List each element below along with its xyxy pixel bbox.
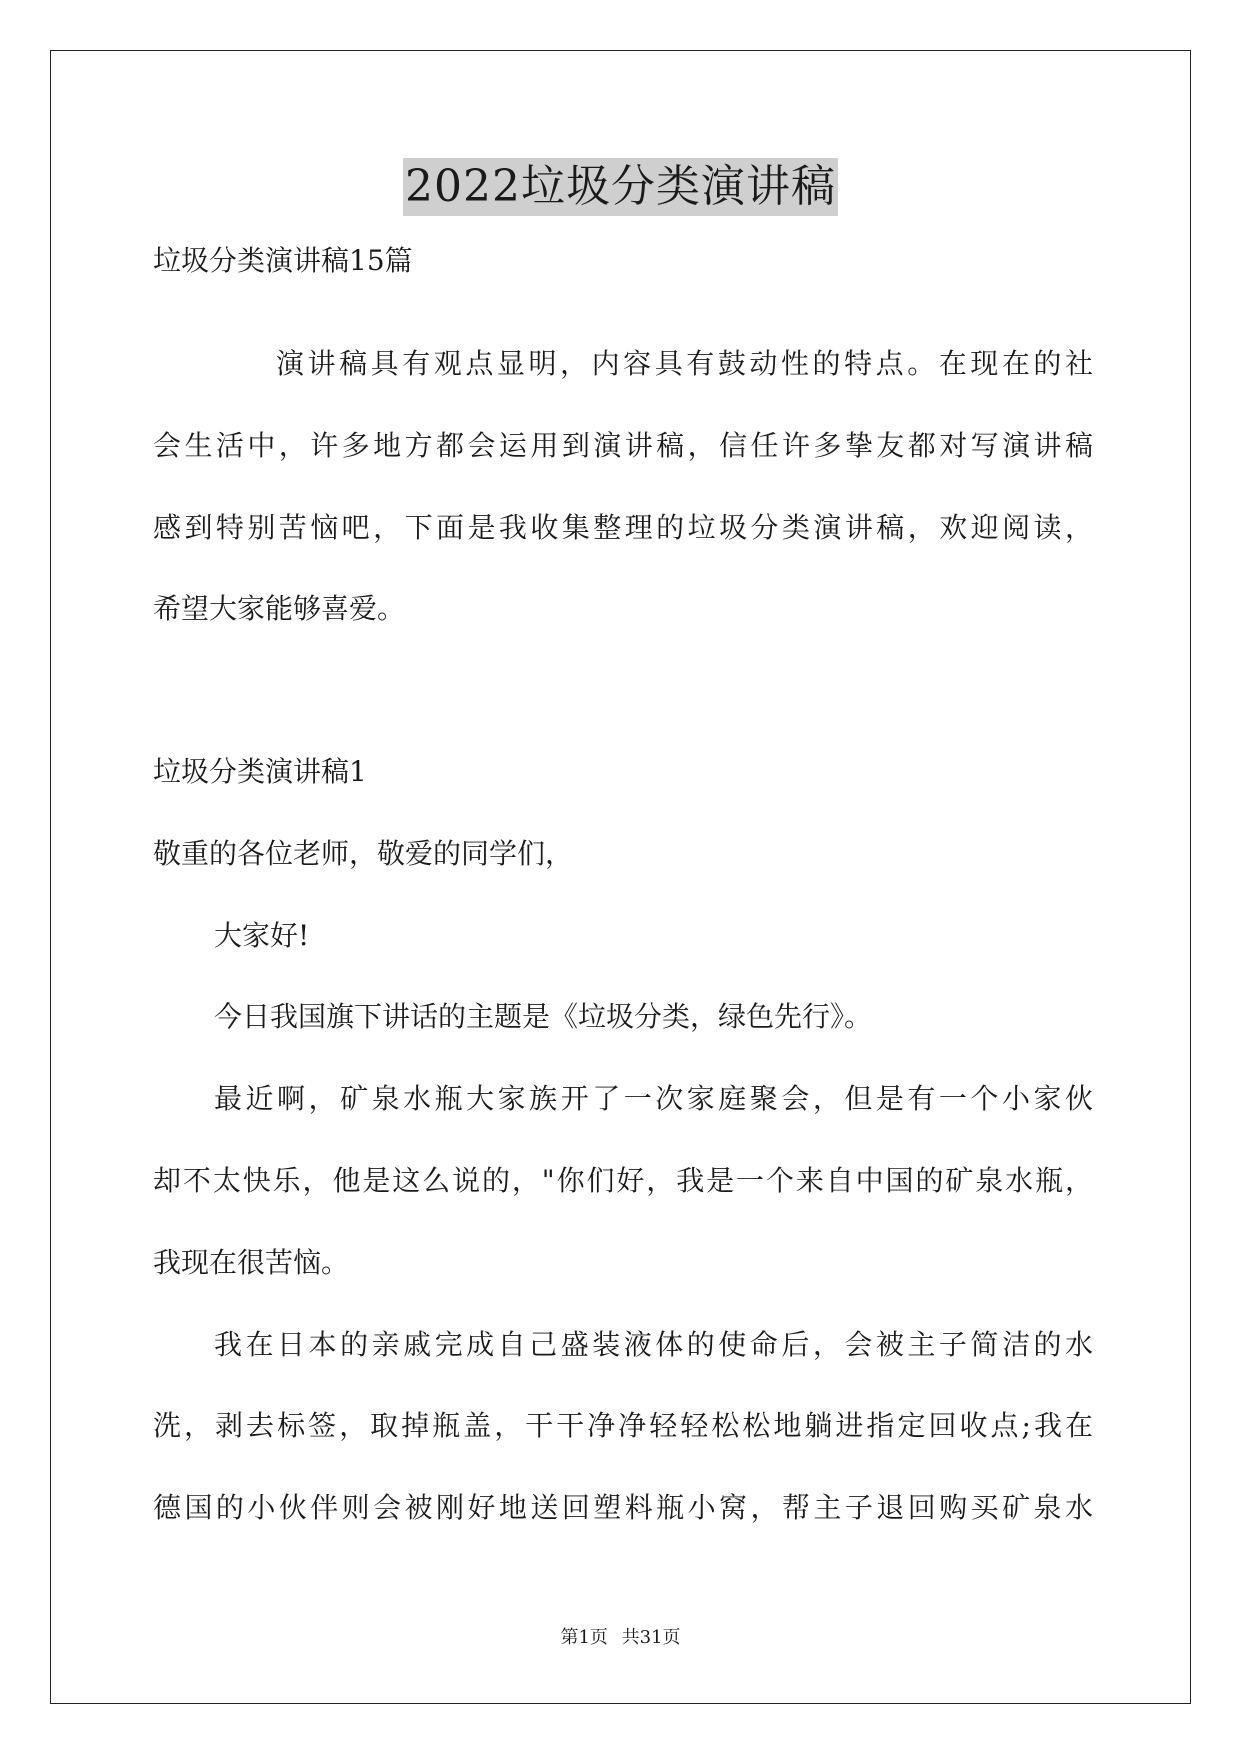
page-footer <box>0 1626 1241 1650</box>
paragraph-line: 演讲稿具有观点显明，内容具有鼓动性的特点。在现在的社 <box>276 347 1093 380</box>
salutation-line: 敬重的各位老师，敬爱的同学们， <box>153 837 574 870</box>
paragraph-line: 希望大家能够喜爱。 <box>153 592 406 625</box>
paragraph-line: 我现在很苦恼。 <box>153 1246 350 1279</box>
document-title: 2022垃圾分类演讲稿 <box>403 158 838 216</box>
paragraph-line: 今日我国旗下讲话的主题是《垃圾分类，绿色先行》。 <box>214 1000 873 1033</box>
page-number: 第1页 <box>560 1627 608 1648</box>
page-border <box>50 50 1191 1704</box>
page-total: 共31页 <box>621 1627 681 1648</box>
paragraph-line: 却不太快乐，他是这么说的，"你们好，我是一个来自中国的矿泉水瓶， <box>153 1164 1093 1197</box>
paragraph-line: 德国的小伙伴则会被刚好地送回塑料瓶小窝，帮主子退回购买矿泉水 <box>153 1491 1093 1524</box>
subtitle-line: 垃圾分类演讲稿15篇 <box>153 244 413 277</box>
title-container <box>0 158 1241 216</box>
greeting-line: 大家好! <box>214 919 310 952</box>
section-heading: 垃圾分类演讲稿1 <box>153 755 367 788</box>
paragraph-line: 洗，剥去标签，取掉瓶盖，干干净净轻轻松松地躺进指定回收点;我在 <box>153 1409 1093 1442</box>
paragraph-line: 最近啊，矿泉水瓶大家族开了一次家庭聚会，但是有一个小家伙 <box>214 1082 1093 1115</box>
paragraph-line: 会生活中，许多地方都会运用到演讲稿，信任许多挚友都对写演讲稿 <box>153 429 1093 462</box>
paragraph-line: 感到特别苦恼吧，下面是我收集整理的垃圾分类演讲稿，欢迎阅读， <box>153 511 1093 544</box>
paragraph-line: 我在日本的亲戚完成自己盛装液体的使命后，会被主子简洁的水 <box>214 1328 1093 1361</box>
